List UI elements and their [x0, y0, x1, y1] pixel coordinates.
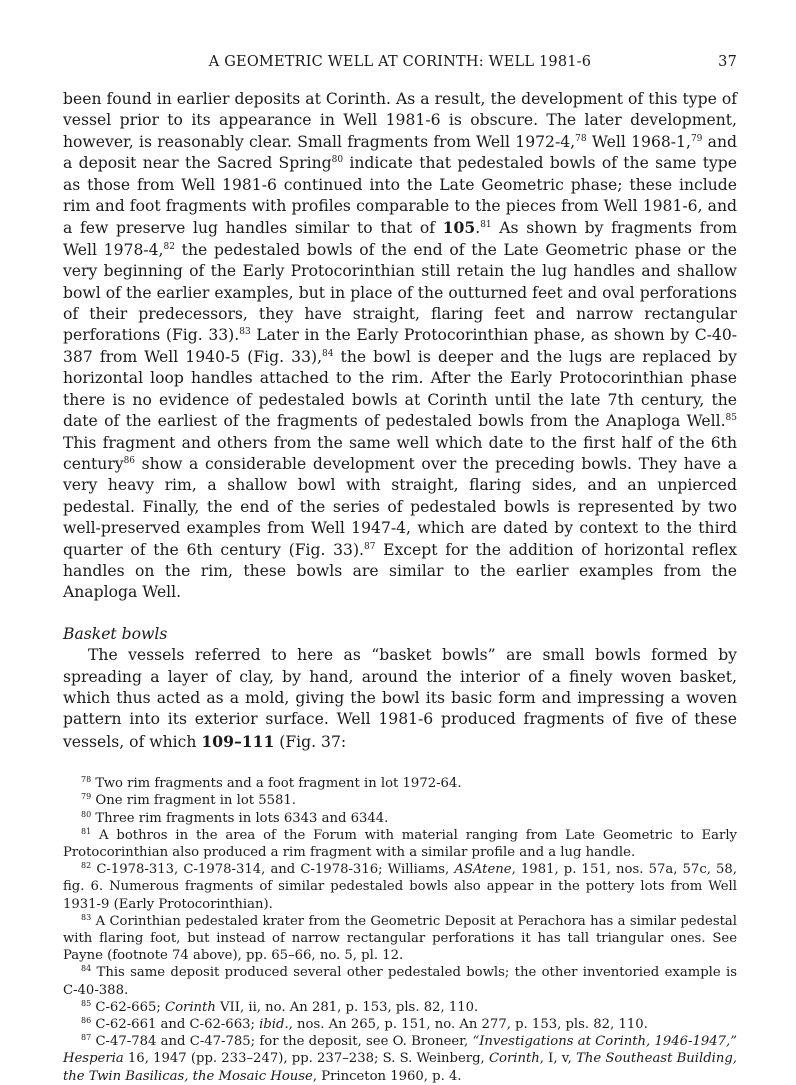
text-run: and a deposit near the Sacred Spring — [63, 132, 737, 173]
page — [63, 54, 737, 1085]
footnote-number: 83 — [81, 912, 92, 922]
footnote-ref-78[interactable]: 78 — [575, 133, 587, 144]
footnote-ref-80[interactable]: 80 — [331, 155, 344, 166]
footnote-text: A bothros in the area of the Forum with material ranging from Late Geometric to Early Protocorinthian also produced a rim fragment with a similar profile and a lug handle. — [63, 827, 737, 860]
footnote-text: A Corinthian pedestaled krater from the Geometric Deposit at Perachora has a similar pedestal with flaring foot, but instead of narrow rectangular perforations it has tall triangular ones. See Payne (footnote 74 above), pp. 65–66, no. 5, pl. 12. — [63, 913, 737, 964]
footnote-ref-83[interactable]: 83 — [239, 327, 251, 338]
text-run: (Fig. 37: — [274, 732, 347, 751]
citation-title: The Southeast Building, the Twin Basilicas, the Mosaic House — [63, 1051, 737, 1084]
running-header — [63, 54, 737, 78]
footnote-number: 81 — [81, 826, 92, 836]
footnote-85 — [63, 999, 737, 1016]
footnote-text: Three rim fragments in lots 6343 and 6344. — [95, 810, 389, 826]
footnote-79 — [63, 792, 737, 809]
text-run: Except for the addition of horizontal reflex handles on the rim, these bowls are similar to the earlier examples from the Anaploga Well. — [63, 540, 737, 602]
footnote-number: 85 — [81, 998, 92, 1008]
section-heading-basket-bowls: Basket bowls — [63, 624, 168, 643]
citation-title: ASAtene — [454, 862, 512, 878]
footnote-78 — [63, 775, 737, 792]
text-run: the bowl is deeper and the lugs are replaced by horizontal loop handles attached to the rim. After the Early Protocorinthian phase there is no evidence of pedestaled bowls at Corinth until the late 7th century, the date of the earliest of the fragments of pedestaled bowls from the Anaploga Well. — [63, 347, 737, 431]
footnote-82 — [63, 861, 737, 913]
citation-title: “Investigations at Corinth, 1946-1947,” Hesperia — [63, 1034, 737, 1067]
footnote-number: 79 — [81, 792, 92, 802]
footnote-text: C-62-665; — [95, 999, 165, 1015]
footnote-number: 78 — [81, 775, 92, 785]
footnote-ref-86[interactable]: 86 — [123, 455, 136, 466]
footnote-ref-81[interactable]: 81 — [480, 220, 492, 231]
footnote-86 — [63, 1016, 737, 1033]
footnote-ref-85[interactable]: 85 — [725, 413, 737, 424]
footnote-text: Two rim fragments and a foot fragment in lot 1972-64. — [95, 776, 462, 792]
footnote-ref-84[interactable]: 84 — [322, 348, 334, 359]
footnote-text: , Princeton 1960, p. 4. — [312, 1068, 462, 1084]
page-number: 37 — [718, 54, 737, 70]
paragraph-basket-bowls — [63, 645, 737, 753]
footnote-80 — [63, 810, 737, 827]
footnote-text: C-1978-313, C-1978-314, and C-1978-316; Williams, — [96, 862, 455, 878]
footnote-ref-87[interactable]: 87 — [364, 541, 376, 552]
text-run: The vessels referred to here as “basket bowls” are small bowls formed by spreading a layer of clay, by hand, around the interior of a finely woven basket, which thus acted as a mold, giving the bowl its basic form and impressing a woven pattern into its exterior surface. Well 1981-6 produced fragments of five of these vessels, of which — [63, 646, 737, 751]
footnote-83 — [63, 913, 737, 965]
footnote-text: C-47-784 and C-47-785; for the deposit, see O. Broneer, — [95, 1034, 473, 1050]
citation-title: Corinth — [488, 1051, 540, 1067]
footnote-ref-82[interactable]: 82 — [163, 241, 175, 252]
footnote-number: 82 — [81, 861, 92, 871]
text-run: As shown by fragments from Well 1978-4, — [63, 219, 737, 259]
footnote-number: 86 — [81, 1016, 92, 1026]
citation-title: ibid. — [259, 1017, 289, 1033]
footnote-84 — [63, 964, 737, 998]
paragraph-pedestaled-bowls — [63, 89, 737, 604]
body-text — [63, 89, 737, 753]
text-run: indicate that pedestaled bowls of the same type as those from Well 1981-6 continued into the Late Geometric phase; these include rim and foot fragments with profiles comparable to the pieces from Well 1981-6, and a few preserve lug handles similar to that of — [63, 154, 737, 238]
text-run: show a considerable development over the preceding bowls. They have a very heavy rim, a shallow bowl with straight, flaring sides, and an unpierced pedestal. Finally, the end of the series of pedestaled bowls is represented by two well-preserved examples from Well 1947-4, which are dated by context to the third quarter of the 6th century (Fig. 33). — [63, 454, 737, 559]
footnote-number: 80 — [81, 809, 92, 819]
footnote-text: 16, 1947 (pp. 233–247), pp. 237–238; S. S. Weinberg, — [123, 1051, 489, 1067]
footnote-text: , nos. An 265, p. 151, no. An 277, p. 153, pls. 82, 110. — [288, 1017, 648, 1033]
footnote-text: VII, ii, no. An 281, p. 153, pls. 82, 110. — [215, 999, 479, 1015]
citation-title: Corinth — [164, 999, 216, 1015]
text-run: This fragment and others from the same well which date to the first half of the 6th century — [63, 433, 737, 473]
text-run: the pedestaled bowls of the end of the Late Geometric phase or the very beginning of the Early Protocorinthian still retain the lug handles and shallow bowl of the earlier examples, but in place of the outturned feet and oval perforations of their predecessors, they have straight, flaring feet and narrow rectangular perforations (Fig. 33). — [63, 240, 737, 345]
catalogue-number: 105 — [442, 218, 476, 238]
footnote-text: , 1981, p. 151, nos. 57a, 57c, 58, fig. 6. Numerous fragments of similar pedestaled bowls also appear in the pottery lots from Well 1931-9 (Early Protocorinthian). — [63, 862, 737, 912]
catalogue-number: 109–111 — [201, 731, 275, 751]
text-run: been found in earlier deposits at Corinth. As a result, the development of this type of vessel prior to its appearance in Well 1981-6 is obscure. The later development, however, is reasonably clear. Small fragments from Well 1972-4, — [63, 90, 737, 151]
footnote-87 — [63, 1033, 737, 1085]
text-run: Later in the Early Protocorinthian phase, as shown by C-40-387 from Well 1940-5 (Fig. 33), — [63, 326, 738, 366]
footnote-ref-79[interactable]: 79 — [690, 133, 703, 144]
footnote-text: This same deposit produced several other pedestaled bowls; the other inventoried example is C-40-388. — [63, 965, 737, 998]
footnotes — [63, 775, 737, 1085]
footnote-text: One rim fragment in lot 5581. — [95, 793, 296, 809]
running-title: A GEOMETRIC WELL AT CORINTH: WELL 1981-6 — [208, 54, 592, 70]
footnote-number: 87 — [81, 1033, 92, 1043]
text-run: . — [475, 219, 481, 238]
footnote-number: 84 — [81, 964, 92, 974]
footnote-text: C-62-661 and C-62-663; — [95, 1017, 260, 1033]
text-run: Well 1968-1, — [586, 132, 691, 151]
footnote-text: , I, v, — [539, 1051, 577, 1067]
footnote-81 — [63, 827, 737, 861]
